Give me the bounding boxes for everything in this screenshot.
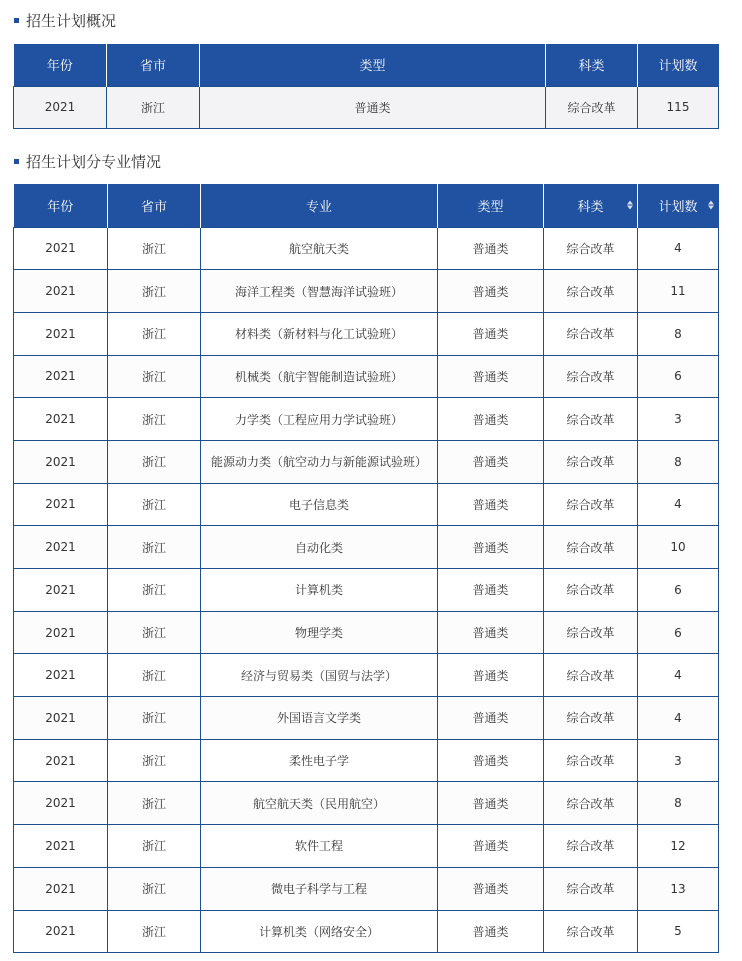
- cell-province: 浙江: [108, 312, 201, 355]
- cell-plan: 13: [638, 867, 719, 910]
- col-header-category: 科类: [546, 44, 638, 86]
- cell-province: 浙江: [108, 697, 201, 740]
- table-row: [14, 398, 719, 441]
- cell-province: 浙江: [108, 867, 201, 910]
- table-row: [14, 611, 719, 654]
- sort-icon[interactable]: [627, 201, 633, 210]
- table-row: [14, 825, 719, 868]
- cell-major: 海洋工程类（智慧海洋试验班）: [201, 270, 438, 313]
- cell-year: 2021: [14, 86, 107, 128]
- cell-major: 自动化类: [201, 526, 438, 569]
- cell-province: 浙江: [107, 86, 200, 128]
- cell-plan: 6: [638, 355, 719, 398]
- sort-icon[interactable]: [708, 201, 714, 210]
- table-row: [14, 739, 719, 782]
- cell-category: 综合改革: [544, 569, 638, 612]
- cell-plan: 4: [638, 227, 719, 270]
- overview-title: 招生计划概况: [26, 11, 117, 30]
- section-title-majors: [14, 151, 161, 171]
- table-row: [14, 654, 719, 697]
- cell-year: 2021: [14, 440, 108, 483]
- col-header-category-label: 科类: [577, 199, 604, 215]
- cell-plan: 3: [638, 739, 719, 782]
- cell-year: 2021: [14, 312, 108, 355]
- cell-type: 普通类: [438, 483, 544, 526]
- cell-type: 普通类: [438, 355, 544, 398]
- cell-major: 柔性电子学: [201, 739, 438, 782]
- cell-category: 综合改革: [544, 483, 638, 526]
- cell-year: 2021: [14, 611, 108, 654]
- cell-category: 综合改革: [544, 398, 638, 441]
- col-header-plan: 计划数: [638, 44, 719, 86]
- cell-type: 普通类: [438, 739, 544, 782]
- col-header-type: 类型: [438, 184, 544, 227]
- cell-major: 计算机类: [201, 569, 438, 612]
- cell-major: 机械类（航宇智能制造试验班）: [201, 355, 438, 398]
- cell-plan: 6: [638, 569, 719, 612]
- table-row: [14, 440, 719, 483]
- table-row: [14, 867, 719, 910]
- table-row: [14, 526, 719, 569]
- cell-category: 综合改革: [544, 697, 638, 740]
- cell-category: 综合改革: [544, 654, 638, 697]
- cell-year: 2021: [14, 910, 108, 953]
- cell-year: 2021: [14, 867, 108, 910]
- cell-type: 普通类: [438, 782, 544, 825]
- cell-province: 浙江: [108, 440, 201, 483]
- cell-category: 综合改革: [544, 270, 638, 313]
- cell-category: 综合改革: [544, 312, 638, 355]
- cell-type: 普通类: [438, 440, 544, 483]
- cell-type: 普通类: [438, 910, 544, 953]
- col-header-year: 年份: [14, 184, 108, 227]
- cell-province: 浙江: [108, 654, 201, 697]
- cell-category: 综合改革: [544, 611, 638, 654]
- cell-year: 2021: [14, 227, 108, 270]
- cell-province: 浙江: [108, 398, 201, 441]
- cell-year: 2021: [14, 526, 108, 569]
- cell-plan: 5: [638, 910, 719, 953]
- section-title-overview: [14, 10, 116, 30]
- cell-plan: 8: [638, 782, 719, 825]
- cell-year: 2021: [14, 739, 108, 782]
- cell-major: 物理学类: [201, 611, 438, 654]
- cell-year: 2021: [14, 569, 108, 612]
- cell-major: 航空航天类（民用航空）: [201, 782, 438, 825]
- table-row: [14, 86, 719, 128]
- cell-type: 普通类: [438, 270, 544, 313]
- cell-province: 浙江: [108, 910, 201, 953]
- overview-table: [13, 44, 719, 129]
- cell-province: 浙江: [108, 270, 201, 313]
- cell-plan: 8: [638, 440, 719, 483]
- col-header-province: 省市: [107, 44, 200, 86]
- cell-type: 普通类: [438, 569, 544, 612]
- table-row: [14, 227, 719, 270]
- cell-year: 2021: [14, 270, 108, 313]
- table-row: [14, 270, 719, 313]
- cell-type: 普通类: [438, 867, 544, 910]
- table-row: [14, 569, 719, 612]
- cell-major: 计算机类（网络安全）: [201, 910, 438, 953]
- table-row: [14, 910, 719, 953]
- cell-category: 综合改革: [544, 526, 638, 569]
- cell-plan: 10: [638, 526, 719, 569]
- table-row: [14, 782, 719, 825]
- cell-category: 综合改革: [544, 910, 638, 953]
- table-row: [14, 355, 719, 398]
- cell-category: 综合改革: [544, 782, 638, 825]
- cell-major: 力学类（工程应用力学试验班）: [201, 398, 438, 441]
- cell-major: 电子信息类: [201, 483, 438, 526]
- cell-year: 2021: [14, 654, 108, 697]
- cell-major: 能源动力类（航空动力与新能源试验班）: [201, 440, 438, 483]
- cell-type: 普通类: [438, 227, 544, 270]
- col-header-type: 类型: [200, 44, 546, 86]
- col-header-category-sortable[interactable]: [544, 184, 638, 227]
- majors-table: [13, 184, 719, 953]
- cell-province: 浙江: [108, 739, 201, 782]
- cell-province: 浙江: [108, 569, 201, 612]
- cell-plan: 12: [638, 825, 719, 868]
- cell-year: 2021: [14, 825, 108, 868]
- cell-major: 微电子科学与工程: [201, 867, 438, 910]
- col-header-major: 专业: [201, 184, 438, 227]
- cell-type: 普通类: [438, 312, 544, 355]
- col-header-year: 年份: [14, 44, 107, 86]
- cell-category: 综合改革: [544, 440, 638, 483]
- cell-plan: 3: [638, 398, 719, 441]
- table-row: [14, 697, 719, 740]
- col-header-plan-label: 计划数: [658, 199, 698, 215]
- col-header-province: 省市: [108, 184, 201, 227]
- cell-major: 材料类（新材料与化工试验班）: [201, 312, 438, 355]
- cell-province: 浙江: [108, 782, 201, 825]
- cell-type: 普通类: [438, 611, 544, 654]
- table-row: [14, 483, 719, 526]
- cell-category: 综合改革: [544, 867, 638, 910]
- cell-type: 普通类: [438, 526, 544, 569]
- cell-category: 综合改革: [546, 86, 638, 128]
- table-row: [14, 312, 719, 355]
- cell-year: 2021: [14, 355, 108, 398]
- cell-major: 软件工程: [201, 825, 438, 868]
- cell-year: 2021: [14, 697, 108, 740]
- cell-type: 普通类: [438, 398, 544, 441]
- cell-province: 浙江: [108, 355, 201, 398]
- cell-type: 普通类: [438, 697, 544, 740]
- cell-plan: 8: [638, 312, 719, 355]
- cell-year: 2021: [14, 782, 108, 825]
- cell-type: 普通类: [438, 825, 544, 868]
- cell-year: 2021: [14, 398, 108, 441]
- cell-plan: 4: [638, 483, 719, 526]
- cell-category: 综合改革: [544, 739, 638, 782]
- majors-title: 招生计划分专业情况: [26, 152, 162, 171]
- cell-category: 综合改革: [544, 227, 638, 270]
- col-header-plan-sortable[interactable]: [638, 184, 719, 227]
- cell-province: 浙江: [108, 227, 201, 270]
- cell-plan: 6: [638, 611, 719, 654]
- cell-major: 经济与贸易类（国贸与法学）: [201, 654, 438, 697]
- cell-province: 浙江: [108, 825, 201, 868]
- bullet-icon: [14, 159, 19, 164]
- cell-category: 综合改革: [544, 825, 638, 868]
- overview-header-row: [14, 44, 719, 86]
- cell-year: 2021: [14, 483, 108, 526]
- majors-header-row: [14, 184, 719, 227]
- cell-plan: 4: [638, 654, 719, 697]
- cell-type: 普通类: [200, 86, 546, 128]
- cell-plan: 11: [638, 270, 719, 313]
- cell-major: 外国语言文学类: [201, 697, 438, 740]
- bullet-icon: [14, 18, 19, 23]
- cell-category: 综合改革: [544, 355, 638, 398]
- cell-major: 航空航天类: [201, 227, 438, 270]
- cell-province: 浙江: [108, 526, 201, 569]
- cell-province: 浙江: [108, 611, 201, 654]
- cell-plan: 115: [638, 86, 719, 128]
- cell-type: 普通类: [438, 654, 544, 697]
- cell-province: 浙江: [108, 483, 201, 526]
- cell-plan: 4: [638, 697, 719, 740]
